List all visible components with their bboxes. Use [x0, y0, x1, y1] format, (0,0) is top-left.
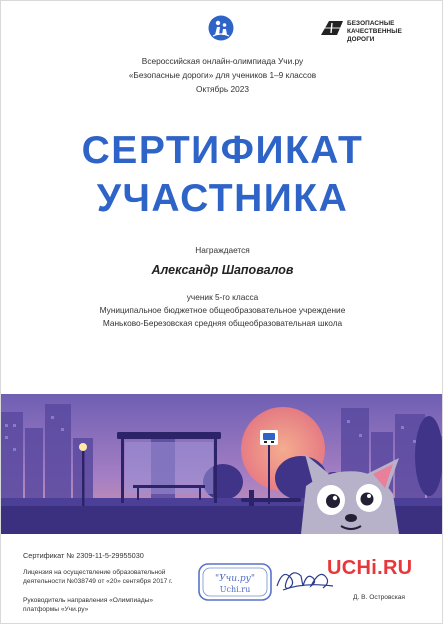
- stamp-text-bottom: Uchi.ru: [219, 585, 251, 594]
- signer-name: Д. В. Островская: [353, 594, 405, 601]
- olympiad-name: Всероссийская онлайн-олимпиада Учи.ру: [141, 56, 304, 66]
- license-info: [23, 568, 203, 586]
- recipient-details: [1, 291, 443, 330]
- recipient-name: Александр Шаповалов: [151, 263, 294, 277]
- stamp-text-top: "Учи.ру": [214, 574, 256, 584]
- uchi-brand-logo: UCHi.RU: [327, 557, 413, 579]
- awarded-label: Награждается: [195, 245, 250, 255]
- uchi-family-logo-icon: [208, 15, 234, 41]
- title-line1: СЕРТИФИКАТ: [81, 129, 364, 172]
- license-line2: деятельности №038749 от «20» сентября 2017 г.: [23, 578, 173, 585]
- school-line2: Маньково-Березовская средняя общеобразовательная школа: [102, 318, 343, 328]
- partner-logo-line2: КАЧЕСТВЕННЫЕ ДОРОГИ: [347, 28, 402, 43]
- bus-stop-illustration: [1, 394, 443, 534]
- olympiad-header: [1, 54, 443, 96]
- head-of-department: [23, 596, 203, 614]
- school-line1: Муниципальное бюджетное общеобразовательное учреждение: [99, 305, 346, 315]
- partner-logo: [319, 17, 429, 43]
- title-line2: УЧАСТНИКА: [96, 177, 349, 220]
- certificate-number: Сертификат № 2309-11-5-29955030: [23, 551, 144, 560]
- license-line1: Лицензия на осуществление образовательной: [23, 569, 166, 576]
- head-line2: платформы «Учи.ру»: [23, 606, 89, 613]
- olympiad-date: Октябрь 2023: [196, 84, 249, 94]
- partner-logo-line1: БЕЗОПАСНЫЕ: [347, 20, 395, 27]
- bus-shelter: [117, 432, 221, 503]
- head-line1: Руководитель направления «Олимпиады»: [23, 597, 154, 604]
- bkd-road-logo-icon: [319, 19, 345, 37]
- partner-logo-text: [347, 20, 429, 44]
- recipient-grade: ученик 5-го класса: [186, 292, 259, 302]
- logo-row: [1, 13, 443, 43]
- certificate-title: [1, 127, 443, 223]
- footer-info: [23, 551, 203, 614]
- olympiad-subtitle: «Безопасные дороги» для учеников 1–9 классов: [128, 70, 317, 80]
- stamp-seal: [197, 562, 273, 602]
